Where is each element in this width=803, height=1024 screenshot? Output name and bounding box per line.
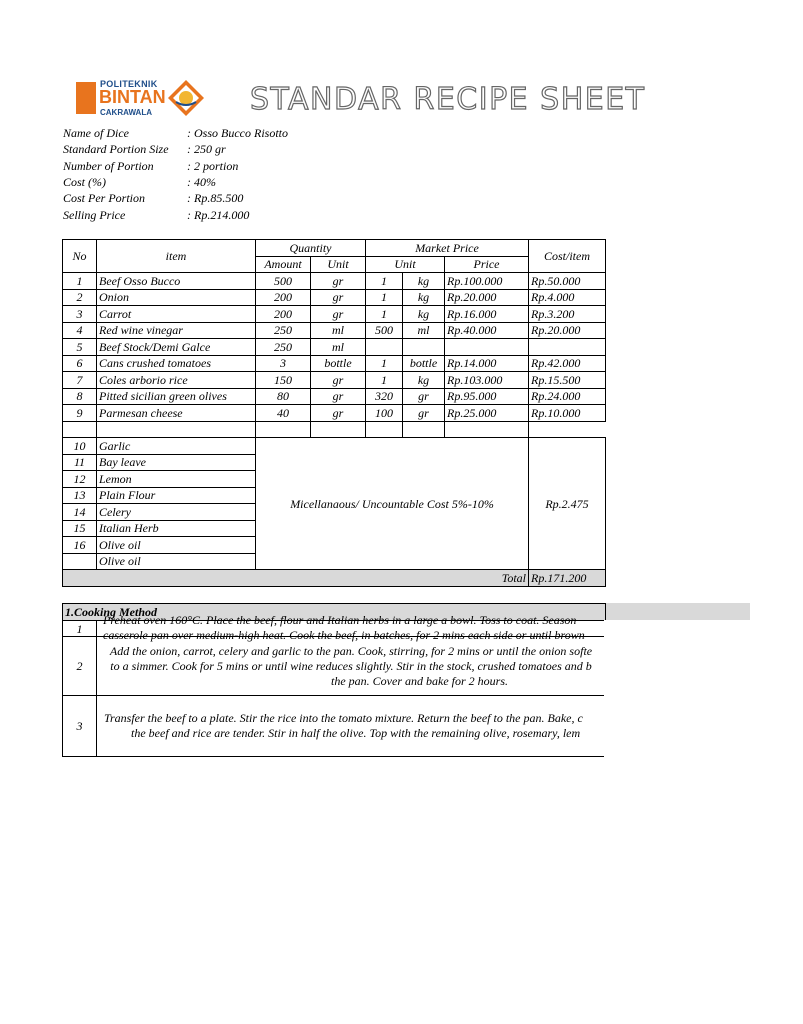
row-no: 5 — [63, 339, 97, 356]
info-value: : Osso Bucco Risotto — [187, 126, 288, 140]
row-mp-qty — [366, 339, 403, 356]
misc-item: Lemon — [97, 471, 256, 488]
step-line: to a simmer. Cook for 5 mins or until wine reduces slightly. Stir in the stock, crushed tomatoes and b — [110, 658, 592, 673]
row-mp-qty: 1 — [366, 289, 403, 306]
row-cost: Rp.24.000 — [529, 388, 606, 405]
step-line: casserole pan over medium-high heat. Cook the beef, in batches, for 2 mins each side or until brown — [103, 628, 585, 642]
info-key: Standard Portion Size — [63, 142, 169, 156]
row-no: 2 — [63, 289, 97, 306]
row-mp-qty: 320 — [366, 388, 403, 405]
empty-cell — [311, 421, 366, 438]
row-no: 6 — [63, 355, 97, 372]
misc-item: Plain Flour — [97, 487, 256, 504]
row-cost: Rp.42.000 — [529, 355, 606, 372]
row-amount: 40 — [256, 405, 311, 422]
row-unit: ml — [311, 339, 366, 356]
row-price: Rp.95.000 — [445, 388, 529, 405]
empty-cell — [403, 421, 445, 438]
misc-no: 15 — [63, 520, 97, 537]
row-cost: Rp.15.500 — [529, 372, 606, 389]
table-row — [63, 273, 606, 290]
row-amount: 500 — [256, 273, 311, 290]
info-key: Selling Price — [63, 208, 126, 222]
row-price: Rp.40.000 — [445, 322, 529, 339]
table-row — [63, 339, 606, 356]
logo-mark — [76, 82, 96, 114]
row-unit: gr — [311, 388, 366, 405]
row-unit: gr — [311, 306, 366, 323]
step-number: 1 — [63, 621, 97, 637]
row-item: Red wine vinegar — [97, 322, 256, 339]
header-market-price: Market Price — [366, 240, 529, 257]
step-text — [97, 637, 606, 696]
cooking-method-table — [62, 603, 606, 757]
header-mp-unit: Unit — [366, 256, 445, 273]
row-mp-unit: kg — [403, 372, 445, 389]
row-mp-unit: gr — [403, 388, 445, 405]
row-item: Carrot — [97, 306, 256, 323]
logo-line3: CAKRAWALA — [100, 108, 152, 117]
logo — [76, 78, 216, 118]
table-row — [63, 322, 606, 339]
page-title: STANDAR RECIPE SHEET — [250, 82, 646, 117]
empty-cell — [97, 421, 256, 438]
row-item: Coles arborio rice — [97, 372, 256, 389]
total-label: Total — [63, 570, 529, 587]
row-amount: 200 — [256, 306, 311, 323]
row-mp-qty: 100 — [366, 405, 403, 422]
misc-item: Italian Herb — [97, 520, 256, 537]
misc-cost: Rp.2.475 — [529, 438, 606, 570]
step-line: the pan. Cover and bake for 2 hours. — [331, 673, 508, 688]
logo-line2: BINTAN — [99, 87, 166, 107]
info-key: Cost (%) — [63, 175, 106, 189]
row-no: 8 — [63, 388, 97, 405]
misc-no: 16 — [63, 537, 97, 554]
step-text — [97, 613, 606, 642]
row-unit: gr — [311, 289, 366, 306]
row-amount: 250 — [256, 322, 311, 339]
misc-item: Bay leave — [97, 454, 256, 471]
header-unit: Unit — [311, 256, 366, 273]
row-cost: Rp.10.000 — [529, 405, 606, 422]
total-value: Rp.171.200 — [529, 570, 606, 587]
row-mp-unit: gr — [403, 405, 445, 422]
table-row — [63, 289, 606, 306]
empty-cell — [366, 421, 403, 438]
empty-cell — [529, 421, 606, 438]
row-item: Beef Stock/Demi Galce — [97, 339, 256, 356]
header-amount: Amount — [256, 256, 311, 273]
info-value: : 2 portion — [187, 159, 239, 173]
info-key: Number of Portion — [63, 159, 154, 173]
misc-no: 10 — [63, 438, 97, 455]
table-row — [63, 372, 606, 389]
header-cost: Cost/item — [529, 240, 606, 273]
emblem-icon — [166, 78, 206, 118]
table-row — [63, 355, 606, 372]
misc-row — [63, 438, 606, 455]
row-price: Rp.14.000 — [445, 355, 529, 372]
misc-no — [63, 553, 97, 570]
row-mp-unit: ml — [403, 322, 445, 339]
row-amount: 200 — [256, 289, 311, 306]
row-no: 9 — [63, 405, 97, 422]
info-key: Cost Per Portion — [63, 191, 146, 205]
misc-item: Garlic — [97, 438, 256, 455]
row-unit: bottle — [311, 355, 366, 372]
row-unit: ml — [311, 322, 366, 339]
row-price: Rp.16.000 — [445, 306, 529, 323]
row-item: Onion — [97, 289, 256, 306]
row-price: Rp.25.000 — [445, 405, 529, 422]
misc-no: 14 — [63, 504, 97, 521]
row-amount: 250 — [256, 339, 311, 356]
row-amount: 3 — [256, 355, 311, 372]
row-mp-unit: kg — [403, 306, 445, 323]
row-cost: Rp.4.000 — [529, 289, 606, 306]
row-amount: 80 — [256, 388, 311, 405]
row-cost: Rp.20.000 — [529, 322, 606, 339]
row-mp-unit: kg — [403, 273, 445, 290]
row-cost — [529, 339, 606, 356]
row-mp-unit — [403, 339, 445, 356]
misc-label: Micellanaous/ Uncountable Cost 5%-10% — [256, 438, 529, 570]
misc-no: 12 — [63, 471, 97, 488]
row-price: Rp.103.000 — [445, 372, 529, 389]
row-no: 1 — [63, 273, 97, 290]
misc-no: 13 — [63, 487, 97, 504]
empty-cell — [256, 421, 311, 438]
row-no: 7 — [63, 372, 97, 389]
misc-item: Olive oil — [97, 537, 256, 554]
table-row — [63, 405, 606, 422]
info-value: : 250 gr — [187, 142, 226, 156]
row-cost: Rp.50.000 — [529, 273, 606, 290]
page-clip — [604, 620, 768, 1024]
row-price — [445, 339, 529, 356]
misc-item: Celery — [97, 504, 256, 521]
step-line: Add the onion, carrot, celery and garlic to the pan. Cook, stirring, for 2 mins or until the onion softe — [109, 643, 593, 658]
empty-cell — [63, 421, 97, 438]
logo-line1: POLITEKNIK — [100, 79, 158, 89]
row-mp-qty: 1 — [366, 355, 403, 372]
row-cost: Rp.3.200 — [529, 306, 606, 323]
row-mp-unit: kg — [403, 289, 445, 306]
table-row — [63, 306, 606, 323]
info-value: : Rp.85.500 — [187, 191, 244, 205]
info-key: Name of Dice — [63, 126, 129, 140]
row-unit: gr — [311, 372, 366, 389]
header-price: Price — [445, 256, 529, 273]
info-value: : Rp.214.000 — [187, 208, 250, 222]
header-no: No — [63, 240, 97, 273]
row-mp-qty: 1 — [366, 306, 403, 323]
row-unit: gr — [311, 405, 366, 422]
misc-item: Olive oil — [97, 553, 256, 570]
step-number: 2 — [63, 637, 97, 696]
row-mp-qty: 500 — [366, 322, 403, 339]
step-line: Preheat oven 160°C. Place the beef, flour and Italian herbs in a large a bowl. Toss to coat. Season — [103, 613, 577, 627]
info-value: : 40% — [187, 175, 216, 189]
row-amount: 150 — [256, 372, 311, 389]
row-mp-unit: bottle — [403, 355, 445, 372]
row-mp-qty: 1 — [366, 273, 403, 290]
row-unit: gr — [311, 273, 366, 290]
step-line: Transfer the beef to a plate. Stir the rice into the tomato mixture. Return the beef to the pan. Bake, c — [104, 711, 583, 725]
table-row — [63, 388, 606, 405]
row-item: Parmesan cheese — [97, 405, 256, 422]
header-item: item — [97, 240, 256, 273]
row-item: Beef Osso Bucco — [97, 273, 256, 290]
step-number: 3 — [63, 696, 97, 757]
row-item: Pitted sicilian green olives — [97, 388, 256, 405]
row-item: Cans crushed tomatoes — [97, 355, 256, 372]
step-line: the beef and rice are tender. Stir in half the olive. Top with the remaining olive, rosemary, lem — [131, 726, 581, 740]
method-title: 1.Cooking Method — [63, 604, 606, 621]
header-quantity: Quantity — [256, 240, 366, 257]
misc-no: 11 — [63, 454, 97, 471]
empty-cell — [445, 421, 529, 438]
row-mp-qty: 1 — [366, 372, 403, 389]
row-price: Rp.100.000 — [445, 273, 529, 290]
row-no: 4 — [63, 322, 97, 339]
row-no: 3 — [63, 306, 97, 323]
step-text — [97, 696, 606, 757]
row-price: Rp.20.000 — [445, 289, 529, 306]
ingredients-table — [62, 239, 606, 587]
